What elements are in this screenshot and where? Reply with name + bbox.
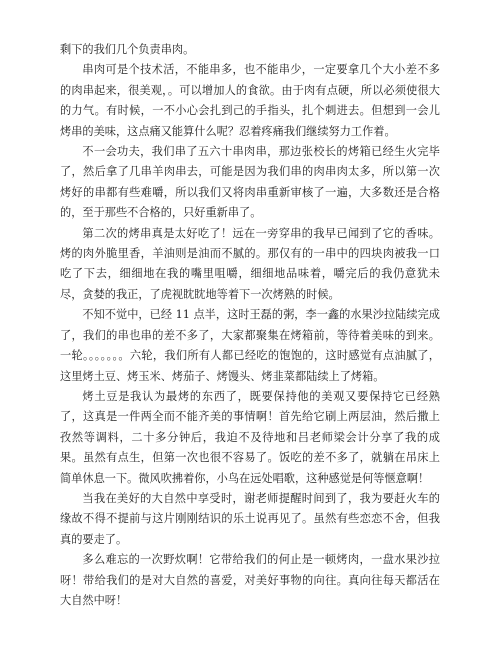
paragraph-6: 烤土豆是我认为最烤的东西了，既要保持他的美观又要保持它已经熟了，这真是一件两全而不能齐美的事情啊！首先给它刷上两层油，然后撒上孜然等调料，二十多分钟后，我迫不及待地和吕老师梁会计分享了我的成果。虽然有点生，但第一次也很不容易了。饭吃的差不多了，就躺在吊床上简单休息一下。微风吹拂着你，小鸟在远处唱歌，这种感觉是何等惬意啊！ (60, 389, 440, 485)
paragraph-8: 多么难忘的一次野炊啊！它带给我们的何止是一顿烤肉，一盘水果沙拉呀！带给我们的是对大自然的喜爱，对美好事物的向往。真向往每天都活在大自然中呀！ (60, 553, 440, 607)
paragraph-3: 不一会功夫，我们串了五六十串肉串，那边张校长的烤箱已经生火完毕了，然后拿了几串羊肉串去，可能是因为我们串的肉串肉太多，所以第一次烤好的串都有些难嚼，所以我们又将肉串重新审核了一遍，大多数还是合格的，至于那些不合格的，只好重新串了。 (60, 145, 440, 220)
paragraph-1: 剩下的我们几个负责串肉。 (60, 43, 195, 56)
document-body (60, 40, 440, 611)
paragraph-5: 不知不觉中，已经 11 点半，这时王磊的粥，李一鑫的水果沙拉陆续完成了，我们的串也串的差不多了，大家都聚集在烤箱前，等待着美味的到来。一轮。。。。。。。六轮，我们所有人都已经吃的饱饱的，这时感觉有点油腻了，这里烤土豆、烤玉米、烤茄子、烤馒头、烤韭菜都陆续上了烤箱。 (60, 308, 440, 383)
paragraph-2: 串肉可是个技术活，不能串多，也不能串少，一定要拿几个大小差不多的肉串起来，很美观，。可以增加人的食欲。由于肉有点硬，所以必须使很大的力气。有时候，一不小心会扎到己的手指头，扎个刺进去。但想到一会儿烤串的美味，这点痛又能算什么呢？忍着疼痛我们继续努力工作着。 (60, 63, 440, 138)
paragraph-4: 第二次的烤串真是太好吃了！远在一旁穿串的我早已闻到了它的香味。烤的肉外脆里香，羊油则是油而不腻的。那仅有的一串中的四块肉被我一口吃了下去，细细地在我的嘴里咀嚼，细细地品味着，嚼完后的我仍意犹未尽，贪婪的我正，了虎视眈眈地等着下一次烤熟的时候。 (60, 226, 440, 301)
paragraph-7: 当我在美好的大自然中享受时，谢老师提醒时间到了，我为要赶火车的缘故不得不提前与这片刚刚结识的乐土说再见了。虽然有些恋恋不舍，但我真的要走了。 (60, 491, 440, 546)
